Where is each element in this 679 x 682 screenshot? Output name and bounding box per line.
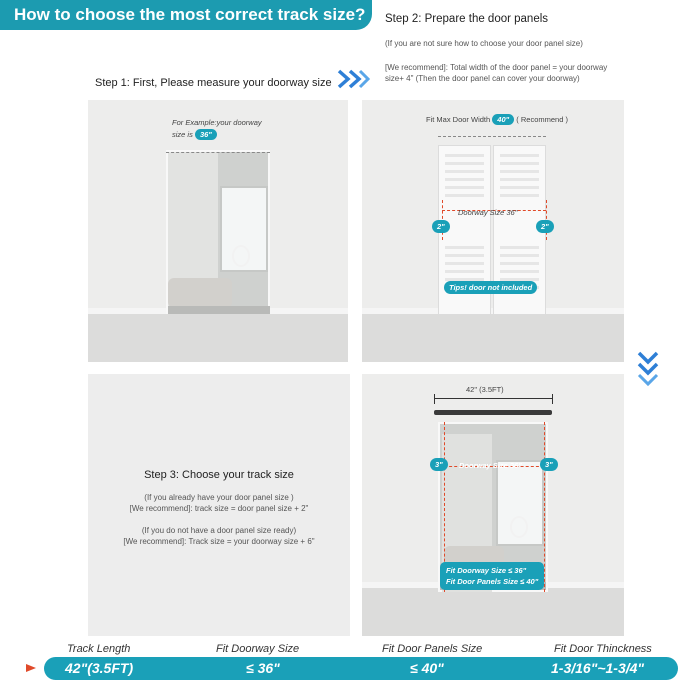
spec-label-doorway: Fit Doorway Size [216, 643, 300, 655]
step3-title: Step 3: Choose your track size [144, 469, 294, 481]
step3-text-panel [88, 374, 350, 636]
example-text: For Example:your doorway [172, 118, 262, 127]
track-photo-panel [362, 374, 624, 636]
example-size-line: size is 36" [172, 129, 217, 140]
example-size-badge: 36" [195, 129, 217, 140]
door-panels-photo-panel [362, 100, 624, 362]
spec-value-doorway: ≤ 36" [246, 660, 280, 676]
doorway-size-label: Doorway Size 36" [458, 208, 518, 217]
track-doorway-size-label: Doorway Size 36" [459, 461, 522, 470]
step3-line2: [We recommend]: track size = door panel size + 2" [129, 504, 309, 513]
step3-line4: [We recommend]: Track size = your doorway size + 6" [123, 537, 315, 546]
tip-badge: Tips! door not included [444, 281, 537, 294]
track-length-label: 42" (3.5FT) [466, 385, 504, 394]
spec-value-panels: ≤ 40" [410, 660, 444, 676]
fit-summary-badge: Fit Doorway Size ≤ 36" Fit Door Panels Size ≤ 40" [440, 562, 544, 590]
left-gap-badge: 2" [432, 220, 450, 233]
spec-value-thickness: 1-3/16"~1-3/4" [551, 660, 645, 676]
right-gap-badge: 2" [536, 220, 554, 233]
barn-door-track [434, 410, 552, 415]
spec-label-panels: Fit Door Panels Size [382, 643, 483, 655]
track-right-gap-badge: 3" [540, 458, 558, 471]
spec-value-track-length: 42"(3.5FT) [65, 660, 134, 676]
fit-max-width-line: Fit Max Door Width 40" ( Recommend ) [426, 115, 568, 124]
step3-line1: (If you already have your door panel size ) [144, 493, 294, 502]
chevron-down-icon [636, 350, 660, 390]
page-title-banner: How to choose the most correct track size? [0, 0, 372, 30]
spec-label-thickness: Fit Door Thinckness [554, 643, 652, 655]
step3-line3: (If you do not have a door panel size ready) [141, 526, 297, 535]
spec-labels-row [0, 643, 679, 657]
fit-max-width-badge: 40" [492, 114, 514, 125]
step2-recommend: [We recommend]: Total width of the door panel = your doorway size+ 4" (Then the door panel can cover your doorway) [385, 63, 608, 83]
arrow-right-icon [26, 664, 36, 672]
step2-note: (If you are not sure how to choose your door panel size) [385, 39, 583, 48]
step1-title: Step 1: First, Please measure your doorway size [95, 77, 332, 89]
spec-label-track-length: Track Length [67, 643, 131, 655]
chevron-right-icon [336, 68, 370, 90]
doorway-photo-panel [88, 100, 348, 362]
sofa [168, 278, 232, 308]
track-left-gap-badge: 3" [430, 458, 448, 471]
step2-title: Step 2: Prepare the door panels [385, 13, 549, 25]
